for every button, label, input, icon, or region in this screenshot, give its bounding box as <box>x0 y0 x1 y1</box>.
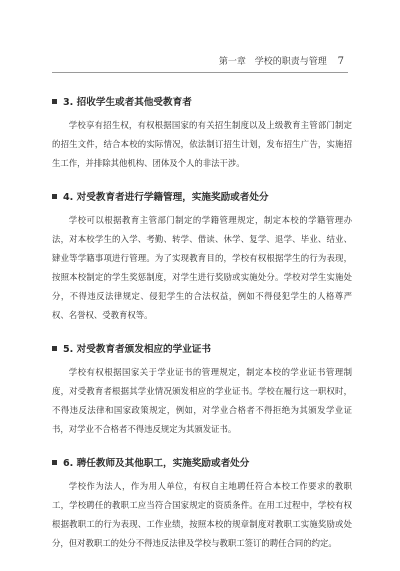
section-heading <box>52 343 352 357</box>
section-heading-text: 6. 聘任教师及其他职工，实施奖励或者处分 <box>63 458 250 469</box>
section-heading-text: 5. 对受教育者颁发相应的学业证书 <box>63 344 211 355</box>
running-header <box>219 54 344 67</box>
square-bullet-icon <box>52 99 57 104</box>
section-6 <box>52 457 352 553</box>
section-3 <box>52 96 352 173</box>
section-paragraph: 学校有权根据国家关于学业证书的管理规定，制定本校的学业证书管理制度，对受教育者根据其学业情况颁发相应的学业证书。学校在履行这一职权时，不得违反法律和国家政策规定，例如，对学业合格者不得拒绝为其颁发学业证书，对学业不合格者不得违反规定为其颁发证书。 <box>52 367 352 434</box>
section-paragraph: 学校作为法人，作为用人单位，有权自主地聘任符合本校工作要求的教职工，学校聘任的教职工应当符合国家规定的资质条件。在用工过程中，学校有权根据教职工的行为表现、工作业绩，按照本校的规章制度对教职工实施奖励或处分，但对教职工的处分不得违反法律及学校与教职工签订的聘任合同的约定。 <box>52 481 352 548</box>
square-bullet-icon <box>52 460 57 465</box>
section-4 <box>52 191 352 325</box>
section-heading <box>52 191 352 205</box>
square-bullet-icon <box>52 194 57 199</box>
square-bullet-icon <box>52 346 57 351</box>
section-heading <box>52 457 352 471</box>
page-body <box>52 96 352 571</box>
section-5 <box>52 343 352 439</box>
header-rule <box>52 72 348 73</box>
section-heading-text: 4. 对受教育者进行学籍管理，实施奖励或者处分 <box>63 192 269 203</box>
section-paragraph: 学校享有招生权，有权根据国家的有关招生制度以及上级教育主管部门制定的招生文件，结合本校的实际情况，依法制订招生计划，发布招生广告，实施招生工作，并排除其他机构、团体及个人的非法干涉。 <box>52 120 352 168</box>
page-number: 7 <box>337 56 344 67</box>
section-heading-text: 3. 招收学生或者其他受教育者 <box>63 97 192 108</box>
section-paragraph: 学校可以根据教育主管部门制定的学籍管理规定，制定本校的学籍管理办法，对本校学生的入学、考勤、转学、借读、休学、复学、退学、毕业、结业、肄业等学籍事项进行管理。为了实现教育目的，学校有权根据学生的行为表现，按照本校制定的学生奖惩制度，对学生进行奖励或实施处分。学校对学生实施处分，不得违反法律规定、侵犯学生的合法权益，例如不得侵犯学生的人格尊严权、名誉权、受教育权等。 <box>52 215 352 320</box>
chapter-title: 学校的职责与管理 <box>254 57 327 67</box>
chapter-label: 第一章 <box>218 57 246 67</box>
section-heading <box>52 96 352 110</box>
